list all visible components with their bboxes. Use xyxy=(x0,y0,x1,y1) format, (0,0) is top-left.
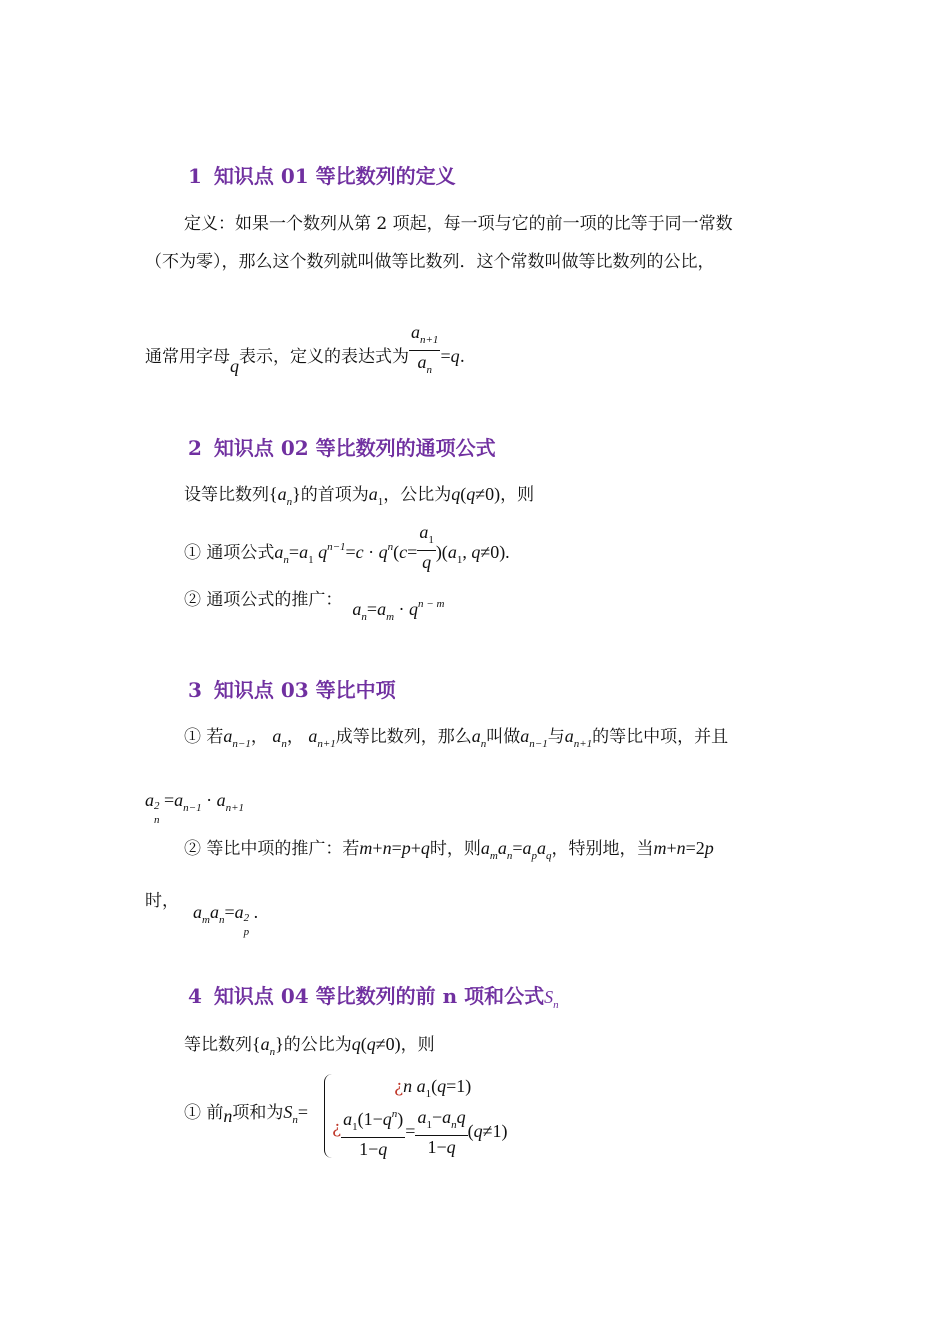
text: ① 前 xyxy=(184,1103,224,1123)
text: ① 通项公式 xyxy=(184,543,275,563)
text: 等比数列 xyxy=(184,1035,252,1055)
geometric-mean-formula: a 2 n $=a_{n-1} \cdot a_{n+1}$ xyxy=(145,790,245,826)
text: 项和为 xyxy=(232,1103,284,1123)
section-2-intro: 设等比数列$\{a_n\}$的首项为$a_1$，公比为q(q≠0)，则 xyxy=(184,484,535,508)
section-title: 知识点 02 等比数列的通项公式 xyxy=(213,436,496,460)
text: ，特别地，当 xyxy=(551,839,654,859)
section-title: 知识点 01 等比数列的定义 xyxy=(213,164,456,188)
case-q-equals-1: ¿n $a_1(q=1)$ xyxy=(394,1076,472,1100)
definition-line-3: 通常用字母q表示，定义的表达式为 $\frac{a_{n+1}}{a_n}$ =q. xyxy=(145,322,465,381)
text: 时，则 xyxy=(429,839,481,859)
definition-line-2: （不为零），那么这个数列就叫做等比数列．这个常数叫做等比数列的公比， xyxy=(145,252,715,272)
sum-formula-cases xyxy=(324,1074,564,1158)
text: ， xyxy=(286,727,304,747)
section-3-heading xyxy=(188,674,396,703)
section-number: 2 xyxy=(188,436,202,460)
text: ② 等比中项的推广：若 xyxy=(184,839,360,859)
formula-q: q xyxy=(230,356,239,376)
geometric-mean-extension: ② 等比中项的推广：若m+n=p+q时，则$a_ma_n=a_pa_q$，特别地，当m+n=2p xyxy=(184,838,714,862)
section-number: 3 xyxy=(188,678,202,702)
general-term-formula: ① 通项公式$a_n=a_1$ $q^{n-1}=c \cdot q^n(c=$ $\frac{a_1}{q}$ )($a_1$, q≠0). xyxy=(184,522,510,572)
geometric-mean-line-1: ① 若$a_{n-1}$， $a_n$， $a_{n+1}$成等比数列，那么$a_n$叫做$a_{n-1}$与$a_{n+1}$的等比中项，并且 xyxy=(184,726,729,750)
geometric-mean-special: 时，$a_ma_n=a$ 2 p . xyxy=(145,891,259,938)
section-4-heading: 4 知识点 04 等比数列的前 n 项和公式$S_n$ xyxy=(188,984,559,1011)
text: ，公比为 xyxy=(383,485,452,505)
general-term-extension: ② 通项公式的推广： $a_n=a_m \cdot q^{n - m}$ xyxy=(184,590,445,623)
text: ， xyxy=(250,727,268,747)
text: ，则 xyxy=(400,1035,435,1055)
text: ，则 xyxy=(500,485,535,505)
text: ② 通项公式的推广： xyxy=(184,590,343,610)
text: . xyxy=(459,347,465,367)
sum-formula-label: ① 前n项和为$S_n=$ xyxy=(184,1102,309,1126)
text: 叫做 xyxy=(486,727,521,747)
definition-line-1: 定义：如果一个数列从第 2 项起，每一项与它的前一项的比等于同一常数 xyxy=(184,214,733,234)
case-q-not-1: ¿ $\frac{a_1(1-q^n)}{1-q}$ = $\frac{a_1-a_nq}{1-q}$ (q≠1) xyxy=(332,1104,507,1161)
section-1-heading xyxy=(188,160,456,189)
ratio-formula: $\frac{a_{n+1}}{a_n}$ xyxy=(411,322,439,376)
section-number: 4 xyxy=(188,984,202,1008)
text: 与 xyxy=(547,727,565,747)
text: 的等比中项，并且 xyxy=(592,727,729,747)
text: ① 若 xyxy=(184,727,224,747)
section-2-heading xyxy=(188,432,496,461)
text: 的公比为 xyxy=(283,1035,352,1055)
text: 设等比数列 xyxy=(184,485,269,505)
text: 时， xyxy=(145,891,179,911)
section-title: 知识点 03 等比中项 xyxy=(213,678,396,702)
text: 表示，定义的表达式为 xyxy=(239,347,409,367)
section-number: 1 xyxy=(188,164,202,188)
section-4-intro: 等比数列$\{a_n\}$的公比为q(q≠0)，则 xyxy=(184,1034,435,1058)
text: 通常用字母 xyxy=(145,347,230,367)
text: 成等比数列，那么 xyxy=(335,727,472,747)
text: 的首项为 xyxy=(300,485,369,505)
section-title: 知识点 04 等比数列的前 n 项和公式 xyxy=(213,984,545,1008)
